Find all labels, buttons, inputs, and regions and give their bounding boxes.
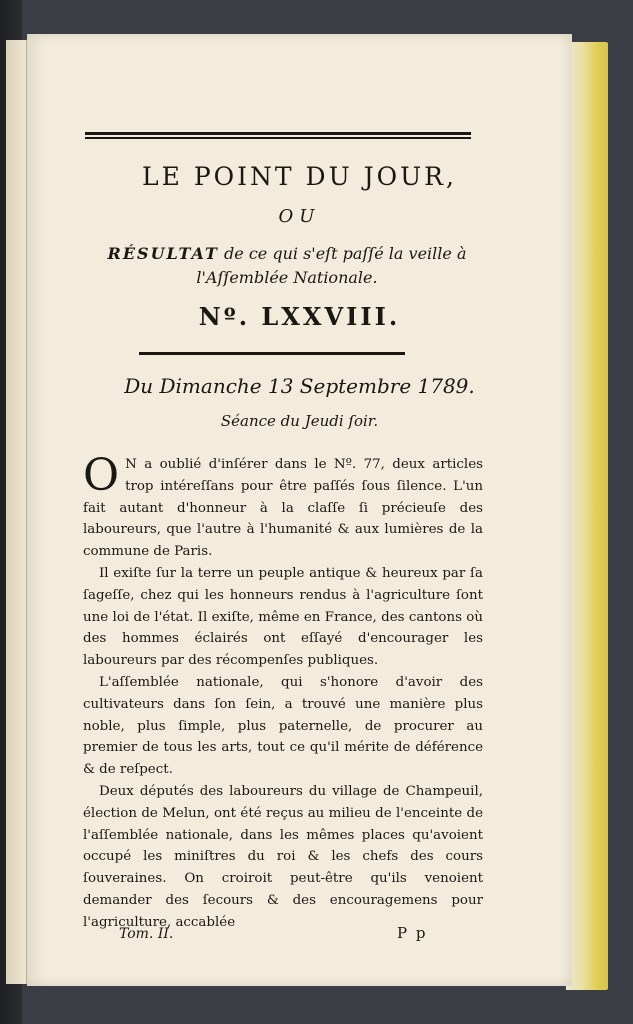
- section-rule: [139, 352, 405, 355]
- article-body: [83, 450, 483, 934]
- paragraph-3: L'aſſemblée nationale, qui s'honore d'avoir des cultivateurs dans ſon ſein, a trouvé une manière plus noble, plus ſimple, plus paternelle, de procurer au premier de tous les arts, tout ce qu'il mérite de déférence & de reſpect.: [83, 674, 483, 778]
- subtitle-rest: de ce qui s'eſt paſſé la veille à l'Aſſemblée Nationale.: [196, 244, 467, 287]
- previous-page-edge: [6, 40, 27, 984]
- title-conjunction: OU: [278, 206, 321, 227]
- book-page: [27, 34, 572, 986]
- paragraph-1-text: N a oublié d'inſérer dans le Nº. 77, deux articles trop intéreſſans pour être paſſés ſous ſilence. L'un fait autant d'honneur à la claſſe ſi précieuſe des laboureurs, que l'autre à l'humanité & aux lumières de la commune de Paris.: [83, 457, 483, 560]
- volume-label: Tom. II.: [119, 926, 174, 942]
- dateline: Du Dimanche 13 Septembre 1789.: [124, 374, 475, 398]
- page-stack-edge: [566, 42, 608, 990]
- paragraph-2: Il exiſte ſur la terre un peuple antique & heureux par ſa ſageſſe, chez qui les honneurs rendus à l'agriculture ſont une loi de l'état. Il exiſte, même en France, des cantons où des hommes éclairés ont eſſayé d'encourager les laboureurs par des récompenſes publiques.: [83, 565, 483, 669]
- issue-number: Nº. LXXVIII.: [198, 302, 401, 331]
- paragraph-1: [83, 450, 483, 563]
- session-heading: Séance du Jeudi ſoir.: [220, 412, 379, 430]
- drop-cap: O: [83, 450, 120, 501]
- subtitle-first-word: RÉSULTAT: [107, 244, 219, 263]
- signature-mark: P p: [397, 924, 428, 942]
- paragraph-4: Deux députés des laboureurs du village de Champeuil, élection de Melun, ont été reçus au milieu de l'enceinte de l'aſſemblée nationale, dans les mêmes places qu'avoient occupé les miniſtres du roi & les chefs des cours ſouveraines. On croiroit peut-être qu'ils venoient demander des ſecours & des encouragemens pour l'agriculture, accablée: [83, 783, 483, 930]
- subtitle: [87, 242, 487, 290]
- top-double-rule: [85, 132, 471, 139]
- page-title: LE POINT DU JOUR,: [142, 162, 457, 191]
